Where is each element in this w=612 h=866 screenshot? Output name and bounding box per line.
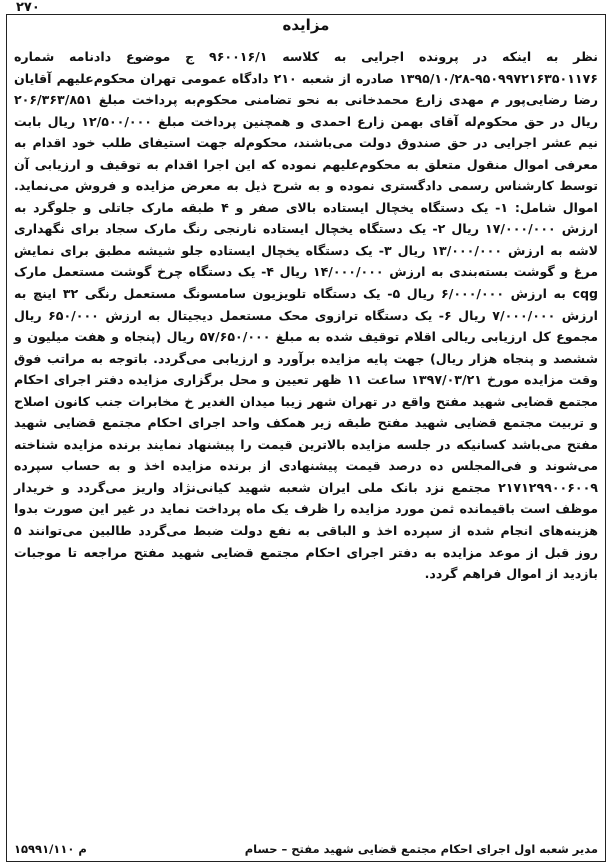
notice-footer	[14, 842, 598, 856]
notice-title: مزایده	[282, 16, 330, 34]
page-number: ۲۷۰	[16, 0, 40, 15]
notice-body: نظر به اینکه در پرونده اجرایی به کلاسه ۹۶۰۰۱۶/۱ ج موضوع دادنامه شماره ۹۵۰۹۹۷۲۱۶۳۵۰۱۱۷۶-۱۳۹۵/۱۰/۲۸ صادره از شعبه ۲۱۰ دادگاه عمومی تهران محکوم‌علیهم آقایان رضا رضایی‌پور م مهدی زارع محمدخانی به نحو تضامنی محکوم‌به پرداخت مبلغ ۲۰۶/۳۶۳/۸۵۱ ریال در حق محکوم‌له آقای بهمن زارع احمدی و همچنین پرداخت مبلغ ۱۲/۵۰۰/۰۰۰ ریال بابت نیم عشر اجرایی در حق صندوق دولت می‌باشند، محکوم‌له جهت استیفای طلب خود اقدام به معرفی اموال منقول متعلق به محکوم‌علیهم نموده که این اجرا اقدام به توقیف و ارزیابی آن توسط کارشناس رسمی دادگستری نموده و به شرح ذیل به معرض مزایده و فروش می‌نماید. اموال شامل: ۱- یک دستگاه یخچال ایستاده بالای صفر و ۴ طبقه مارک جاتلی و جلوگرد به ارزش ۱۷/۰۰۰/۰۰۰ ریال ۲- یک دستگاه یخچال ایستاده نارنجی رنگ مارک سجاد برای نگهداری لاشه به ارزش ۱۳/۰۰۰/۰۰۰ ریال ۳- یک دستگاه یخچال ایستاده جلو شیشه مطبق برای نمایش مرغ و گوشت بسته‌بندی به ارزش ۱۴/۰۰۰/۰۰۰ ریال ۴- یک دستگاه چرخ گوشت مستعمل مارک cqg به ارزش ۶/۰۰۰/۰۰۰ ریال ۵- یک دستگاه تلویزیون سامسونگ مستعمل رنگی ۳۲ اینچ به ارزش ۷/۰۰۰/۰۰۰ ریال ۶- یک دستگاه ترازوی محک مستعمل دیجیتال به ارزش ۶۵۰/۰۰۰ ریال مجموع کل ارزیابی ریالی اقلام توقیف شده به مبلغ ۵۷/۶۵۰/۰۰۰ ریال (پنجاه و هفت میلیون و ششصد و پنجاه هزار ریال) جهت پایه مزایده برآورد و ارزیابی می‌گردد. باتوجه به مراتب فوق وقت مزایده مورخ ۱۳۹۷/۰۳/۲۱ ساعت ۱۱ ظهر تعیین و محل برگزاری مزایده دفتر اجرای احکام مجتمع قضایی شهید مفتح واقع در تهران شهر زیبا میدان الغدیر خ مخابرات جنب کانون اصلاح و تربیت مجتمع قضایی شهید مفتح طبقه زیر همکف واحد اجرای احکام مجتمع قضایی شهید مفتح می‌باشد کسانیکه در جلسه مزایده بالاترین قیمت را پیشنهاد نمایند برنده مزایده شناخته می‌شوند و فی‌المجلس ده درصد قیمت پیشنهادی از برنده مزایده اخذ و به حساب سپرده ۲۱۷۱۲۹۹۰۰۶۰۰۹ مجتمع نزد بانک ملی ایران شعبه شهید کیانی‌نژاد واریز می‌گردد و خریدار موظف است باقیمانده ثمن مورد مزایده را ظرف یک ماه پرداخت نماید در غیر این صورت بدوا هزینه‌های انجام شده از سپرده اخذ و الباقی به نفع دولت ضبط می‌گردد طالبین می‌توانند ۵ روز قبل از موعد مزایده به دفتر اجرای احکام مجتمع قضایی شهید مفتح مراجعه تا موجبات بازدید از اموال فراهم گردد.	[14, 49, 599, 582]
notice-signature: مدیر شعبه اول اجرای احکام مجتمع قضایی شهید مفتح – حسام	[244, 842, 598, 856]
notice-code: ۱۵۹۹۱/م ۱۱۰	[14, 842, 87, 856]
